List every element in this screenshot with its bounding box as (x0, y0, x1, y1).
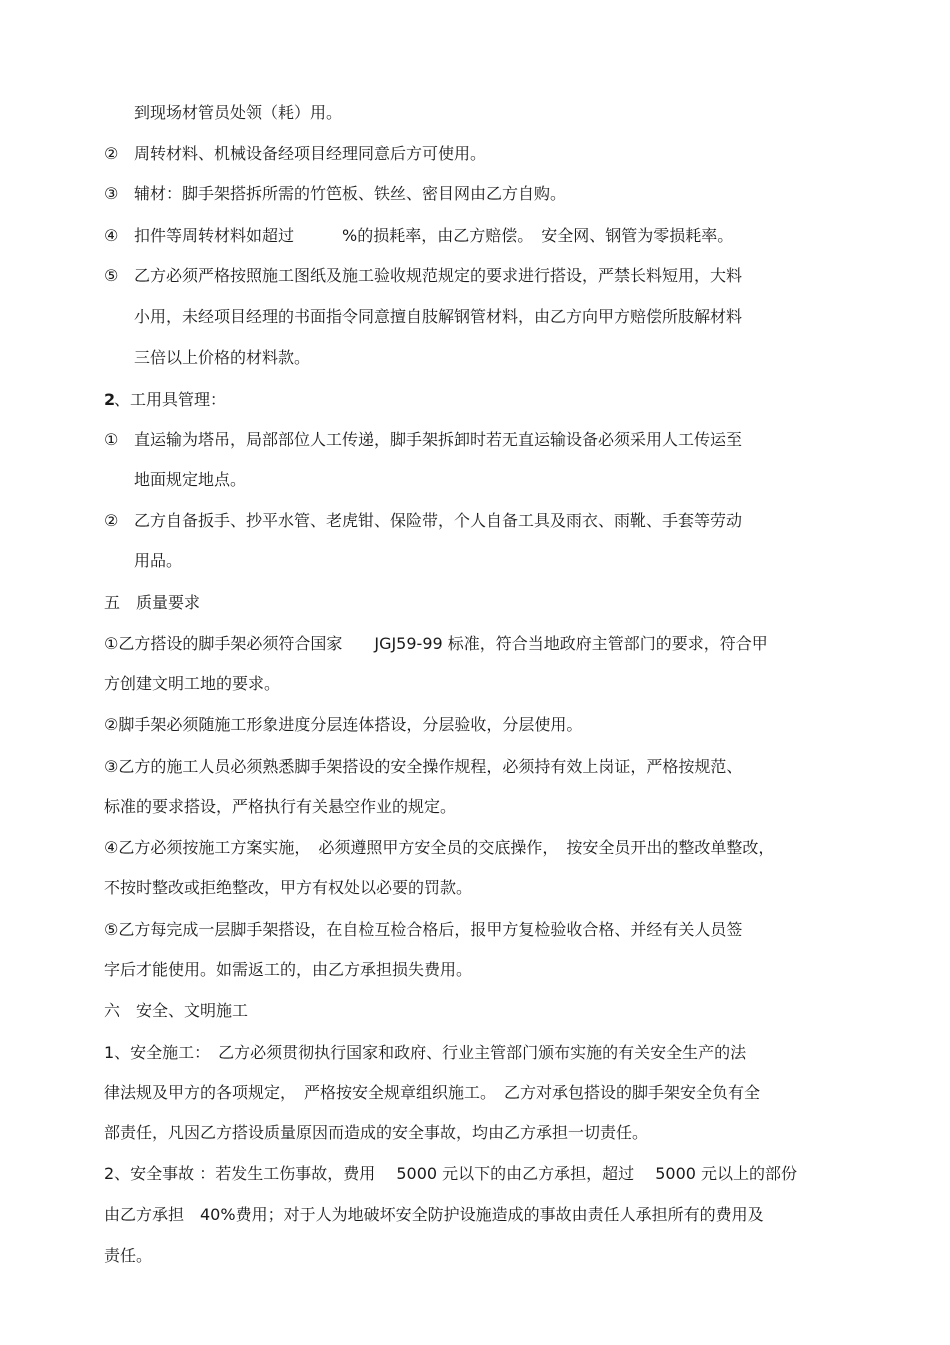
section-number: 2 (104, 390, 116, 409)
text-line: 用品。 (134, 551, 183, 570)
text-line: ④乙方必须按施工方案实施， 必须遵照甲方安全员的交底操作， 按安全员开出的整改单整改， (104, 838, 775, 857)
text-line: 辅材：脚手架搭拆所需的竹笆板、铁丝、密目网由乙方自购。 (134, 184, 567, 203)
text-line: 乙方必须严格按照施工图纸及施工验收规范规定的要求进行搭设，严禁长料短用，大料 (134, 266, 743, 285)
text-line: 2、安全事故 ：若发生工伤事故，费用 5000 元以下的由乙方承担，超过 5000 元以上的部份 (104, 1164, 798, 1183)
text-line: ③乙方的施工人员必须熟悉脚手架搭设的安全操作规程，必须持有效上岗证，严格按规范、 (104, 757, 743, 776)
text-line: 方创建文明工地的要求。 (104, 674, 281, 693)
text-line: ①乙方搭设的脚手架必须符合国家 JGJ59-99 标准，符合当地政府主管部门的要求，符合甲 (104, 634, 768, 653)
text-line: ②脚手架必须随施工形象进度分层连体搭设，分层验收，分层使用。 (104, 715, 583, 734)
text-line: 由乙方承担 40%费用；对于人为地破坏安全防护设施造成的事故由责任人承担所有的费用及 (104, 1205, 764, 1224)
item-marker: ② (104, 144, 119, 163)
text-line: 周转材料、机械设备经项目经理同意后方可使用。 (134, 144, 487, 163)
text-line: ⑤乙方每完成一层脚手架搭设，在自检互检合格后，报甲方复检验收合格、并经有关人员签 (104, 920, 743, 939)
text-line: 乙方自备扳手、抄平水管、老虎钳、保险带，个人自备工具及雨衣、雨靴、手套等劳动 (134, 511, 743, 530)
text-line: 律法规及甲方的各项规定， 严格按安全规章组织施工。 乙方对承包搭设的脚手架安全负有全 (104, 1083, 761, 1102)
item-marker: ② (104, 511, 119, 530)
text-line: 地面规定地点。 (134, 470, 247, 489)
text-line: 不按时整改或拒绝整改，甲方有权处以必要的罚款。 (104, 878, 473, 897)
item-marker: ④ (104, 226, 119, 245)
section-heading: 六 安全、文明施工 (104, 1001, 249, 1020)
text-line: 到现场材管员处领（耗）用。 (134, 103, 343, 122)
item-marker: ③ (104, 184, 119, 203)
item-marker: ⑤ (104, 266, 119, 285)
text-line: 字后才能使用。如需返工的，由乙方承担损失费用。 (104, 960, 473, 979)
text-line: 标准的要求搭设，严格执行有关悬空作业的规定。 (104, 797, 457, 816)
text-line: 扣件等周转材料如超过 %的损耗率，由乙方赔偿。 安全网、钢管为零损耗率。 (134, 226, 734, 245)
text-line: 三倍以上价格的材料款。 (134, 348, 311, 367)
text-line: 直运输为塔吊，局部部位人工传递，脚手架拆卸时若无直运输设备必须采用人工传运至 (134, 430, 743, 449)
text-line: 责任。 (104, 1246, 153, 1265)
section-heading: 、工用具管理： (114, 390, 227, 409)
text-line: 1、安全施工： 乙方必须贯彻执行国家和政府、行业主管部门颁布实施的有关安全生产的法 (104, 1043, 747, 1062)
text-line: 小用，未经项目经理的书面指令同意擅自肢解钢管材料，由乙方向甲方赔偿所肢解材料 (134, 307, 743, 326)
item-marker: ① (104, 430, 119, 449)
section-heading: 五 质量要求 (104, 593, 201, 612)
text-line: 部责任，凡因乙方搭设质量原因而造成的安全事故，均由乙方承担一切责任。 (104, 1123, 649, 1142)
